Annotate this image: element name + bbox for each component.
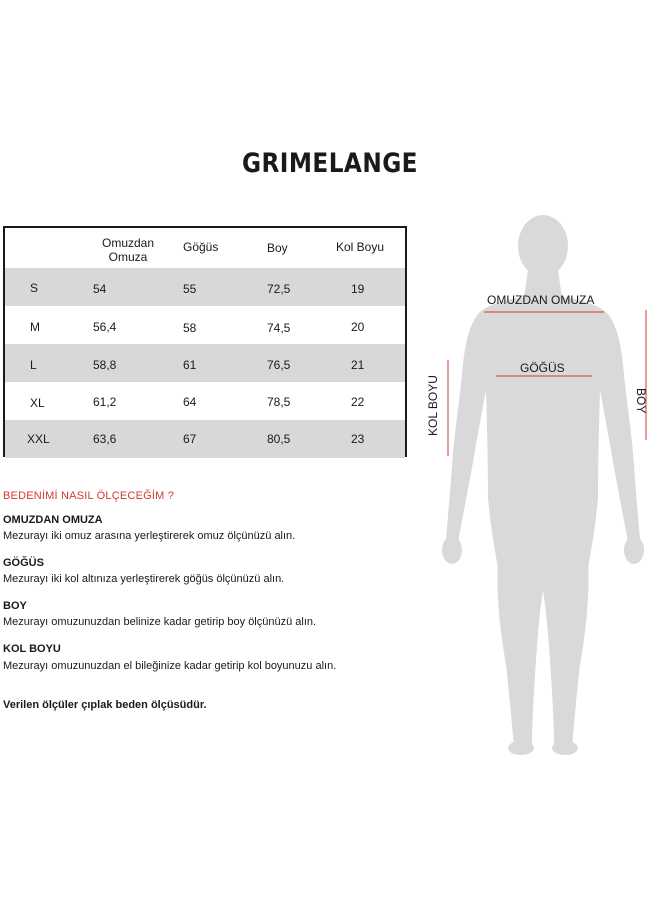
table-row — [5, 306, 405, 344]
shoulder-cell: 63,6 — [93, 432, 117, 446]
shoulder-cell: 58,8 — [93, 358, 117, 372]
size-table — [3, 226, 407, 457]
chest-cell: 58 — [183, 321, 197, 335]
header-sleeve: Kol Boyu — [336, 240, 385, 254]
chest-cell: 55 — [183, 282, 197, 296]
size-cell: M — [30, 320, 40, 334]
body-figure — [420, 200, 660, 760]
header-length: Boy — [267, 241, 288, 255]
sleeve-label: KOL BOYU — [426, 375, 440, 436]
header-shoulder-line2: Omuza — [108, 250, 148, 264]
table-row — [5, 268, 405, 306]
measure-desc-shoulder: Mezurayı iki omuz arasına yerleştirerek omuz ölçünüzü alın. — [3, 530, 296, 542]
size-cell: S — [30, 281, 39, 295]
measurement-note: Verilen ölçüler çıplak beden ölçüsüdür. — [3, 699, 207, 711]
sleeve-cell: 21 — [351, 358, 365, 372]
measure-title-chest: GÖĞÜS — [3, 557, 44, 569]
shoulder-cell: 54 — [93, 282, 107, 296]
header-shoulder-line1: Omuzdan — [101, 236, 155, 250]
chest-label: GÖĞÜS — [520, 361, 565, 375]
howto-title: BEDENİMİ NASIL ÖLÇECEĞİM ? — [3, 490, 175, 502]
size-cell: XL — [30, 396, 45, 410]
sleeve-cell: 22 — [351, 395, 365, 409]
measure-desc-sleeve: Mezurayı omuzunuzdan el bileğinize kadar getirip kol boyunuzu alın. — [3, 660, 337, 672]
length-cell: 76,5 — [267, 358, 291, 372]
brand-title: GRIMELANGE — [242, 148, 418, 179]
table-row — [5, 344, 405, 382]
sleeve-cell: 23 — [351, 432, 365, 446]
header-shoulder — [93, 236, 163, 264]
measure-desc-chest: Mezurayı iki kol altınıza yerleştirerek göğüs ölçünüzü alın. — [3, 573, 285, 585]
table-row — [5, 382, 405, 420]
chest-cell: 64 — [183, 395, 197, 409]
shoulder-label: OMUZDAN OMUZA — [487, 293, 595, 307]
measure-title-shoulder: OMUZDAN OMUZA — [3, 514, 103, 526]
length-cell: 72,5 — [267, 282, 291, 296]
chest-cell: 67 — [183, 432, 197, 446]
chest-cell: 61 — [183, 358, 197, 372]
size-cell: L — [30, 358, 37, 372]
table-row — [5, 420, 405, 458]
measure-desc-length: Mezurayı omuzunuzdan belinize kadar getirip boy ölçünüzü alın. — [3, 616, 317, 628]
sleeve-cell: 20 — [351, 320, 365, 334]
table-header-row — [5, 228, 405, 266]
measure-title-sleeve: KOL BOYU — [3, 643, 61, 655]
size-cell: XXL — [27, 432, 50, 446]
length-cell: 80,5 — [267, 432, 291, 446]
shoulder-cell: 61,2 — [93, 395, 117, 409]
header-chest: Göğüs — [183, 240, 219, 254]
length-cell: 78,5 — [267, 395, 291, 409]
measure-title-length: BOY — [3, 600, 27, 612]
length-label: BOY — [634, 388, 648, 414]
length-cell: 74,5 — [267, 321, 291, 335]
shoulder-cell: 56,4 — [93, 320, 117, 334]
sleeve-cell: 19 — [351, 282, 365, 296]
